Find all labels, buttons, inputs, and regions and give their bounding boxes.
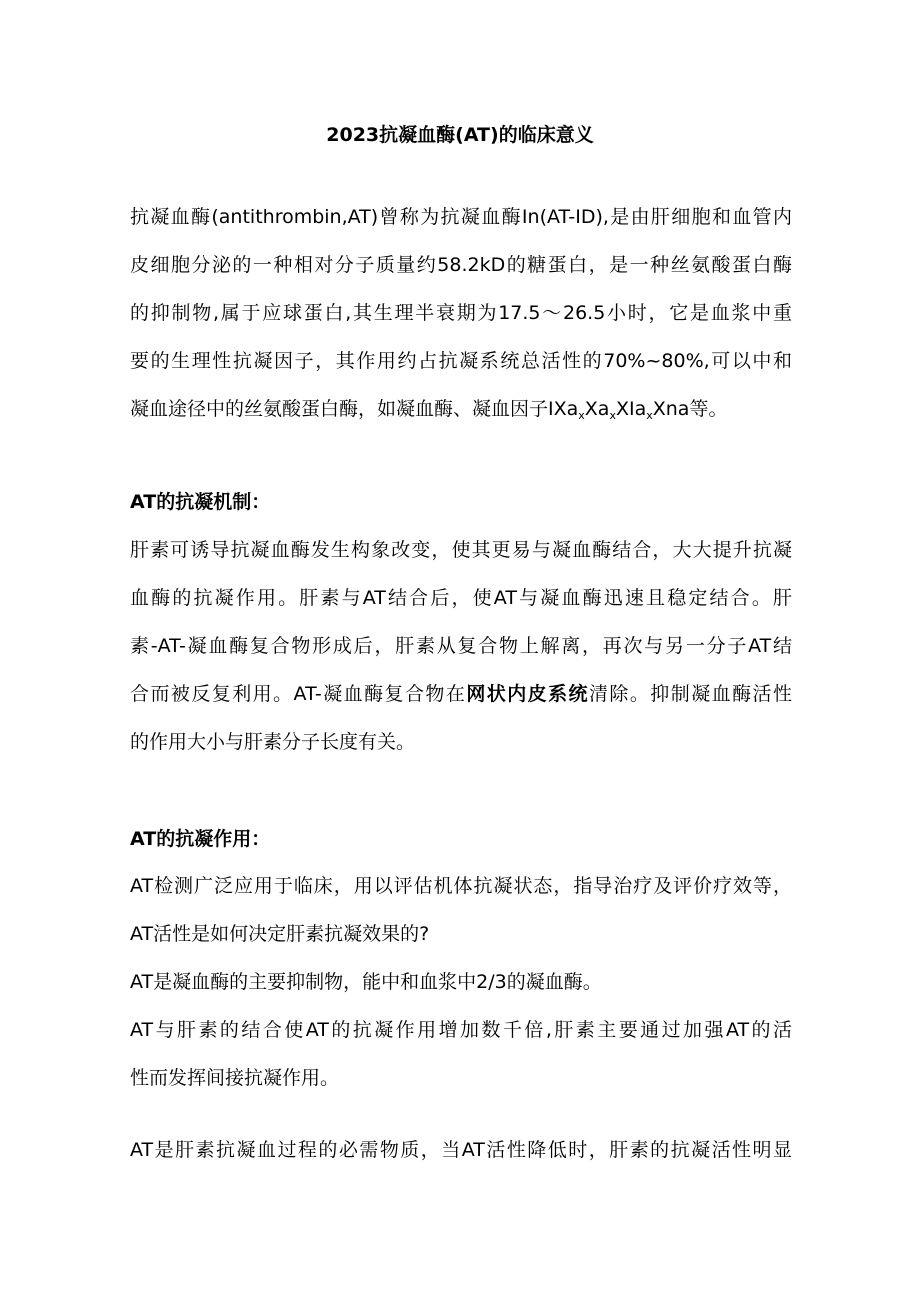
text-line <box>130 385 792 433</box>
section-heading-mechanism: AT的抗凝机制： <box>130 491 271 513</box>
text-line: 抗凝血酶(antithrombin,AT)曾称为抗凝血酶In(AT-ID),是由肝细胞和血管内 <box>130 206 792 228</box>
text-line: 要的生理性抗凝因子，其作用约占抗凝系统总活性的70%~80%,可以中和 <box>130 350 792 372</box>
subscript: x <box>578 409 585 422</box>
section-heading-effect: AT的抗凝作用： <box>130 828 271 850</box>
text-line: 皮细胞分泌的一种相对分子质量约58.2kD的糖蛋白，是一种丝氨酸蛋白酶 <box>130 254 792 276</box>
text-segment: 合而被反复利用。AT-凝血酶复合物在 <box>130 683 467 705</box>
mechanism-paragraph <box>130 526 792 766</box>
text-line <box>130 670 792 718</box>
text-line: AT是凝血酶的主要抑制物，能中和血浆中2/3的凝血酶。 <box>130 971 602 993</box>
text-line: 肝素可诱导抗凝血酶发生构象改变，使其更易与凝血酶结合，大大提升抗凝 <box>130 539 792 561</box>
page-title: 2023抗凝血酶(AT)的临床意义 <box>326 124 594 146</box>
text-line: AT与肝素的结合使AT的抗凝作用增加数千倍,肝素主要通过加强AT的活 <box>130 1019 792 1041</box>
subscript: x <box>609 409 616 422</box>
text-segment: 凝血途径中的丝氨酸蛋白酶，如凝血酶、凝血因子IXa <box>130 398 579 420</box>
text-line: AT是肝素抗凝血过程的必需物质，当AT活性降低时，肝素的抗凝活性明显 <box>130 1139 792 1161</box>
text-line: AT检测广泛应用于临床，用以评估机体抗凝状态，指导治疗及评价疗效等， <box>130 875 792 897</box>
text-line: 血酶的抗凝作用。肝素与AT结合后，使AT与凝血酶迅速且稳定结合。肝 <box>130 587 792 609</box>
text-line: 素-AT-凝血酶复合物形成后，肝素从复合物上解离，再次与另一分子AT结 <box>130 635 792 657</box>
text-line: AT活性是如何决定肝素抗凝效果的? <box>130 923 430 945</box>
bold-term: 网状内皮系统 <box>466 683 589 705</box>
text-segment: Xna等。 <box>652 398 728 420</box>
text-segment: 清除。抑制凝血酶活性 <box>588 683 792 705</box>
intro-paragraph <box>130 193 792 433</box>
text-line: 的抑制物,属于应球蛋白,其生理半衰期为17.5～26.5小时，它是血浆中重 <box>130 302 792 324</box>
effect-paragraph-2 <box>130 1126 792 1174</box>
text-segment: Xa <box>584 398 610 420</box>
subscript: x <box>646 409 653 422</box>
text-line: 性而发挥间接抗凝作用。 <box>130 1067 340 1089</box>
effect-paragraph-1 <box>130 862 792 1102</box>
text-segment: XIa <box>615 398 647 420</box>
text-line: 的作用大小与肝素分子长度有关。 <box>130 731 416 753</box>
